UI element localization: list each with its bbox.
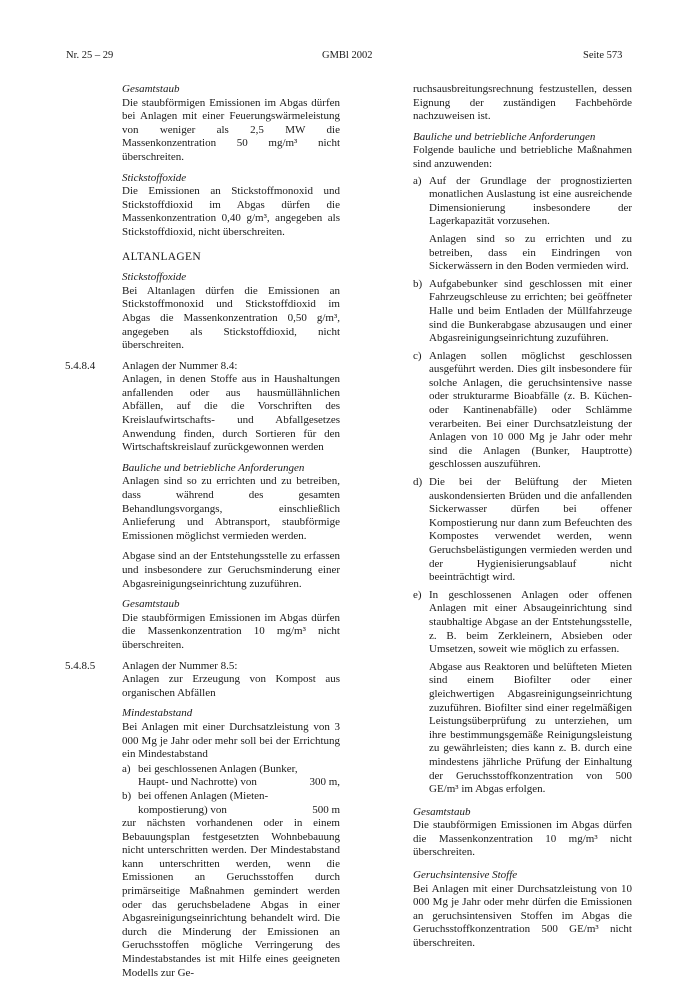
list-text: Abgase aus Reaktoren und belüfteten Mieten sind einem Biofilter oder einer gleichwertigen Abgasreinigungseinrichtung zuzuführen. Biofilter sind einer regelmäßigen Leistungsüberprüfung zu unterziehen, um ihre bestimmungsgemäße Reinigungsleistung zu gewährleisten; dies kann z. B. durch eine mindestens jährliche Prüfung der Einhaltung der Geruchsstoffkonzentration von 500 GE/m³ im Abgas erfolgen. <box>429 660 632 796</box>
paragraph: Bei Altanlagen dürfen die Emissionen an Stickstoffmonoxid und Stickstoffdioxid im Abgas die Massenkonzentration 0,50 g/m³, angegeben als Stickstoffdioxid, nicht überschreiten. <box>122 284 340 352</box>
list-text: bei geschlossenen Anlagen (Bunker, <box>138 762 298 775</box>
section-5-4-8-5 <box>65 659 340 701</box>
heading-mindestabstand: Mindestabstand <box>122 707 193 720</box>
paragraph: Bei Anlagen mit einer Durchsatzleistung von 3 000 Mg je Jahr oder mehr soll bei der Errichtung ein Mindestabstand <box>122 720 340 761</box>
distance-value: 300 m, <box>309 776 340 789</box>
distance-value: 500 m <box>312 803 340 816</box>
heading-stickstoffoxide: Stickstoffoxide <box>122 271 187 284</box>
paragraph: ruchsausbreitungsrechnung festzustellen, dessen Eignung der zuständigen Fachbehörde nachzuweisen ist. <box>413 83 632 123</box>
paragraph: Anlagen, in denen Stoffe aus in Haushaltungen anfallenden oder aus hausmüllähnlichen Abfällen, auf die die Vorschriften des Kreislaufwirtschafts- und Abfallgesetzes Anwendung finden, durch Sortieren für den Wirtschaftskreislauf zurückgewonnen werden <box>122 373 340 454</box>
list-marker: c) <box>413 349 422 362</box>
heading-gesamtstaub: Gesamtstaub <box>413 805 471 818</box>
heading-bauliche-anforderungen: Bauliche und betriebliche Anforderungen <box>413 130 596 143</box>
section-title: Anlagen der Nummer 8.5: <box>122 659 238 672</box>
heading-bauliche-anforderungen: Bauliche und betriebliche Anforderungen <box>122 461 305 474</box>
paragraph: Die staubförmigen Emissionen im Abgas dürfen die Massenkonzentration 10 mg/m³ nicht überschreiten. <box>413 819 632 859</box>
section-number: 5.4.8.4 <box>65 359 96 372</box>
list-text: kompostierung) von <box>138 803 227 816</box>
paragraph: Die staubförmigen Emissionen im Abgas dürfen bei Anlagen mit einer Feuerungswärmeleistung von weniger als 2,5 MW die Massenkonzentration 50 mg/m³ nicht überschreiten. <box>122 96 340 163</box>
list-marker: e) <box>413 588 422 601</box>
list-text: Anlagen sind so zu errichten und zu betreiben, dass ein Eindringen von Sickerwässern in den Boden vermieden wird. <box>429 232 632 273</box>
list-item <box>413 175 632 229</box>
list-item <box>122 790 340 817</box>
list-marker: b) <box>122 789 132 802</box>
list-marker: d) <box>413 476 423 489</box>
header-right: Seite 573 <box>583 50 623 61</box>
list-marker: b) <box>413 277 423 290</box>
list-item <box>413 350 632 472</box>
right-column <box>413 83 632 951</box>
heading-stickstoffoxide: Stickstoffoxide <box>122 171 187 184</box>
section-title: Anlagen der Nummer 8.4: <box>122 359 238 372</box>
paragraph: zur nächsten vorhandenen oder in einem Bebauungsplan festgesetzten Wohnbebauung nicht unterschritten werden. Der Mindestabstand kann unterschritten werden, wenn die Emissionen an Geruchsstoffen durch primärseitige Maßnahmen gemindert werden oder das geruchsbeladene Abgas in einer Abgasreinigungseinrichtung behandelt wird. Die durch die Minderung der Emissionen an Geruchsstoffen mögliche Verringerung des Mindestabstandes ist mit Hilfe eines geeigneten Modells zur Ge- <box>122 817 340 979</box>
paragraph: Folgende bauliche und betriebliche Maßnahmen sind anzuwenden: <box>413 144 632 170</box>
list-item <box>122 763 340 790</box>
list-text: bei offenen Anlagen (Mieten- <box>138 789 269 802</box>
heading-geruchsintensive-stoffe: Geruchsintensive Stoffe <box>413 869 518 882</box>
header-center: GMBl 2002 <box>322 50 373 61</box>
paragraph: Die staubförmigen Emissionen im Abgas dürfen die Massenkonzentration 10 mg/m³ nicht überschreiten. <box>122 611 340 651</box>
list-text: Haupt- und Nachrotte) von <box>138 776 257 789</box>
section-5-4-8-4 <box>65 359 340 455</box>
list-text: Anlagen sollen möglichst geschlossen ausgeführt werden. Dies gilt insbesondere für solche Anlagen, die geruchsintensive nasse oder strukturarme Bioabfälle (z. B. Küchen- oder Kantinenabfälle) oder Schlämme verarbeiten. Bei einer Durchsatzleistung der Anlagen von 10 000 Mg je Jahr oder mehr sind die Anlagen (Bunker, Hauptrotte) geschlossen auszuführen. <box>429 349 632 471</box>
section-number: 5.4.8.5 <box>65 659 96 672</box>
header-left: Nr. 25 – 29 <box>66 50 114 61</box>
list-marker: a) <box>122 762 131 775</box>
paragraph: Anlagen sind so zu errichten und zu betreiben, dass während des gesamten Behandlungsvorgangs, einschließlich Anlieferung und Abtransport, staubförmige Emissionen möglichst vermieden werden. <box>122 475 340 542</box>
heading-gesamtstaub: Gesamtstaub <box>122 83 180 95</box>
paragraph: Bei Anlagen mit einer Durchsatzleistung von 10 000 Mg je Jahr oder mehr dürfen die Emissionen an geruchsintensiven Stoffen im Abgas die Geruchsstoffkonzentration 500 GE/m³ nicht überschreiten. <box>413 882 632 950</box>
heading-gesamtstaub: Gesamtstaub <box>122 598 180 611</box>
paragraph: Die Emissionen an Stickstoffmonoxid und Stickstoffdioxid im Abgas dürfen die Massenkonzentration 0,40 g/m³, angegeben als Stickstoffdioxid, nicht überschreiten. <box>122 185 340 238</box>
paragraph: Abgase sind an der Entstehungsstelle zu erfassen und insbesondere zur Geruchsminderung einer Abgasreinigungseinrichtung zuzuführen. <box>122 550 340 590</box>
list-item <box>413 278 632 346</box>
list-item <box>413 476 632 585</box>
list-text: In geschlossenen Anlagen oder offenen Anlagen mit einer Absaugeinrichtung sind staubhaltige Abgase an der Entstehungsstelle, z. B. beim Zerkleinern, Absieben oder Umsetzen, soweit wie möglich zu erfassen. <box>429 588 632 656</box>
list-text: Die bei der Belüftung der Mieten auskondensierten Brüden und die anfallenden Sickerwasser dürfen bei offener Kompostierung nur dann zum Befeuchten des Kompostes verwendet werden, wenn Geruchsbelästigungen vermieden werden und der Hygienisierungsablauf nicht beeinträchtigt wird. <box>429 476 632 584</box>
list-text: Auf der Grundlage der prognostizierten monatlichen Auslastung ist eine ausreichende Dimensionierung insbesondere der Lagerkapazität vorzusehen. <box>429 174 632 228</box>
heading-altanlagen: ALTANLAGEN <box>122 250 201 263</box>
list-marker: a) <box>413 174 422 187</box>
list-text: Aufgabebunker sind geschlossen mit einer Fahrzeugschleuse zu errichten; bei geöffneter Halle und beim Entladen der Müllfahrzeuge sind die Bunkerabgase abzusaugen und einer Abgasreinigungseinrichtung zuzuführen. <box>429 277 632 345</box>
left-column <box>65 83 340 980</box>
paragraph: Anlagen zur Erzeugung von Kompost aus organischen Abfällen <box>122 673 340 699</box>
list-item <box>413 589 632 657</box>
